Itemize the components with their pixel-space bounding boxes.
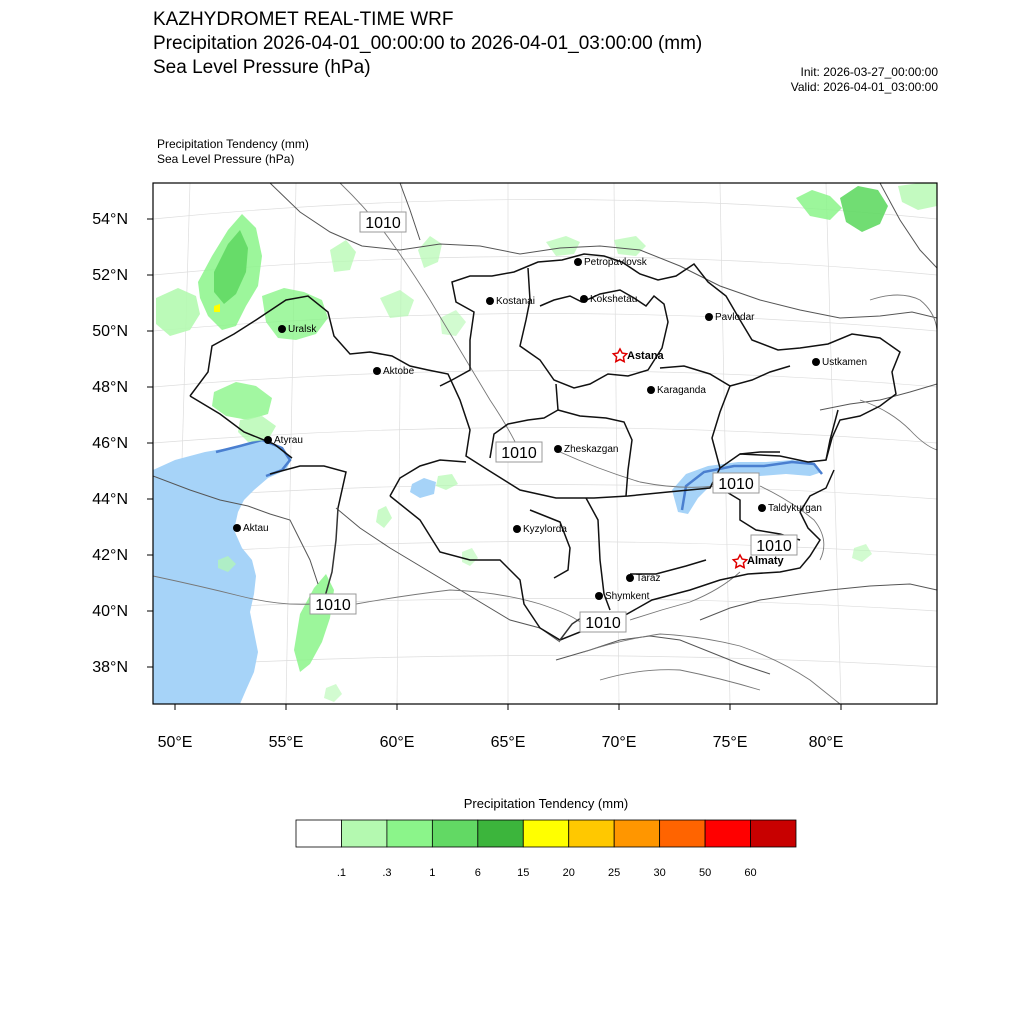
colorbar-tick-label: 25 <box>608 867 621 879</box>
lon-label: 75°E <box>712 734 748 751</box>
lat-label: 42°N <box>92 547 128 564</box>
city-aktobe <box>373 366 415 377</box>
lon-label: 50°E <box>157 734 193 751</box>
colorbar-swatch <box>705 820 750 847</box>
aral-lakes <box>410 478 436 498</box>
lat-label: 44°N <box>92 491 128 508</box>
svg-text:Kyzylorda: Kyzylorda <box>523 524 567 535</box>
lat-label: 50°N <box>92 323 128 340</box>
colorbar-tick-label: 6 <box>474 867 481 879</box>
svg-text:Kostanai: Kostanai <box>496 296 535 307</box>
colorbar-swatch <box>341 820 386 847</box>
field-label-slp: Sea Level Pressure (hPa) <box>157 152 295 166</box>
isobar-labels <box>310 212 797 632</box>
svg-text:1010: 1010 <box>756 538 792 555</box>
svg-text:Astana: Astana <box>627 350 664 362</box>
svg-text:Taldykurgan: Taldykurgan <box>768 503 822 514</box>
title-line-3: Sea Level Pressure (hPa) <box>153 57 371 78</box>
city-petropavlovsk <box>574 257 648 268</box>
city-ustkamen <box>812 357 867 368</box>
svg-text:Uralsk: Uralsk <box>288 324 317 335</box>
colorbar-tick-label: .1 <box>336 867 347 879</box>
city-aktau <box>233 523 269 534</box>
lon-label: 55°E <box>268 734 304 751</box>
lat-label: 52°N <box>92 267 128 284</box>
svg-text:1010: 1010 <box>585 615 621 632</box>
colorbar-tick-label: 1 <box>429 867 436 879</box>
svg-text:1010: 1010 <box>365 215 401 232</box>
svg-text:Almaty: Almaty <box>747 555 784 567</box>
colorbar-swatch <box>614 820 659 847</box>
title-line-2: Precipitation 2026-04-01_00:00:00 to 2026-04-01_03:00:00 (mm) <box>153 33 703 54</box>
colorbar-tick-label: 60 <box>744 867 757 879</box>
city-zheskazgan <box>554 444 618 455</box>
latitude-labels <box>92 211 128 676</box>
colorbar-tick-label: 20 <box>562 867 575 879</box>
lon-label: 60°E <box>379 734 415 751</box>
colorbar-tick-label: .3 <box>382 867 392 879</box>
city-kyzylorda <box>513 524 567 535</box>
svg-text:Aktobe: Aktobe <box>383 366 415 377</box>
isobar-label <box>310 594 356 614</box>
lat-label: 46°N <box>92 435 128 452</box>
svg-text:Zheskazgan: Zheskazgan <box>564 444 619 455</box>
city-almaty <box>733 555 784 568</box>
city-kostanai <box>486 296 535 307</box>
caspian-sea <box>153 440 292 704</box>
lon-label: 80°E <box>808 734 844 751</box>
isobar-label <box>496 442 542 462</box>
svg-text:Pavlodar: Pavlodar <box>715 312 755 323</box>
colorbar-swatch <box>569 820 614 847</box>
svg-text:Petropavlovsk: Petropavlovsk <box>584 257 647 268</box>
lat-label: 54°N <box>92 211 128 228</box>
svg-text:Aktau: Aktau <box>243 523 269 534</box>
colorbar-title: Precipitation Tendency (mm) <box>463 796 629 811</box>
svg-text:1010: 1010 <box>315 597 351 614</box>
colorbar-swatch <box>751 820 796 847</box>
longitude-labels <box>158 734 844 751</box>
colorbar-tick-label: 15 <box>517 867 530 879</box>
isobar-label <box>751 535 797 555</box>
init-time: Init: 2026-03-27_00:00:00 <box>800 65 938 79</box>
lat-label: 38°N <box>92 659 128 676</box>
svg-text:Karaganda: Karaganda <box>657 385 706 396</box>
city-taldykurgan <box>758 503 822 514</box>
title-line-1: KAZHYDROMET REAL-TIME WRF <box>153 9 454 30</box>
svg-text:1010: 1010 <box>718 476 754 493</box>
city-pavlodar <box>705 312 755 323</box>
field-label-precip: Precipitation Tendency (mm) <box>157 137 309 151</box>
colorbar-swatch <box>523 820 568 847</box>
city-karaganda <box>647 385 706 396</box>
city-astana <box>613 349 664 362</box>
lat-label: 48°N <box>92 379 128 396</box>
svg-text:Atyrau: Atyrau <box>274 435 303 446</box>
lat-label: 40°N <box>92 603 128 620</box>
colorbar <box>296 820 796 847</box>
svg-text:Shymkent: Shymkent <box>605 591 650 602</box>
capital-star-icon <box>733 555 746 568</box>
lon-label: 65°E <box>490 734 526 751</box>
city-taraz <box>626 573 660 584</box>
svg-text:Taraz: Taraz <box>636 573 661 584</box>
svg-text:Ustkamen: Ustkamen <box>822 357 868 368</box>
isobar-label <box>360 212 406 232</box>
svg-text:1010: 1010 <box>501 445 537 462</box>
svg-text:Kokshetau: Kokshetau <box>590 294 638 305</box>
valid-time: Valid: 2026-04-01_03:00:00 <box>790 80 938 94</box>
map-area <box>153 183 937 704</box>
isobar-label <box>713 473 759 493</box>
lon-label: 70°E <box>601 734 637 751</box>
colorbar-tick-label: 50 <box>698 867 712 879</box>
colorbar-swatch <box>296 820 341 847</box>
colorbar-swatch <box>478 820 523 847</box>
colorbar-tick-label: 30 <box>653 867 666 879</box>
colorbar-swatch <box>660 820 705 847</box>
colorbar-swatch <box>387 820 432 847</box>
colorbar-swatch <box>432 820 477 847</box>
isobar-label <box>580 612 626 632</box>
